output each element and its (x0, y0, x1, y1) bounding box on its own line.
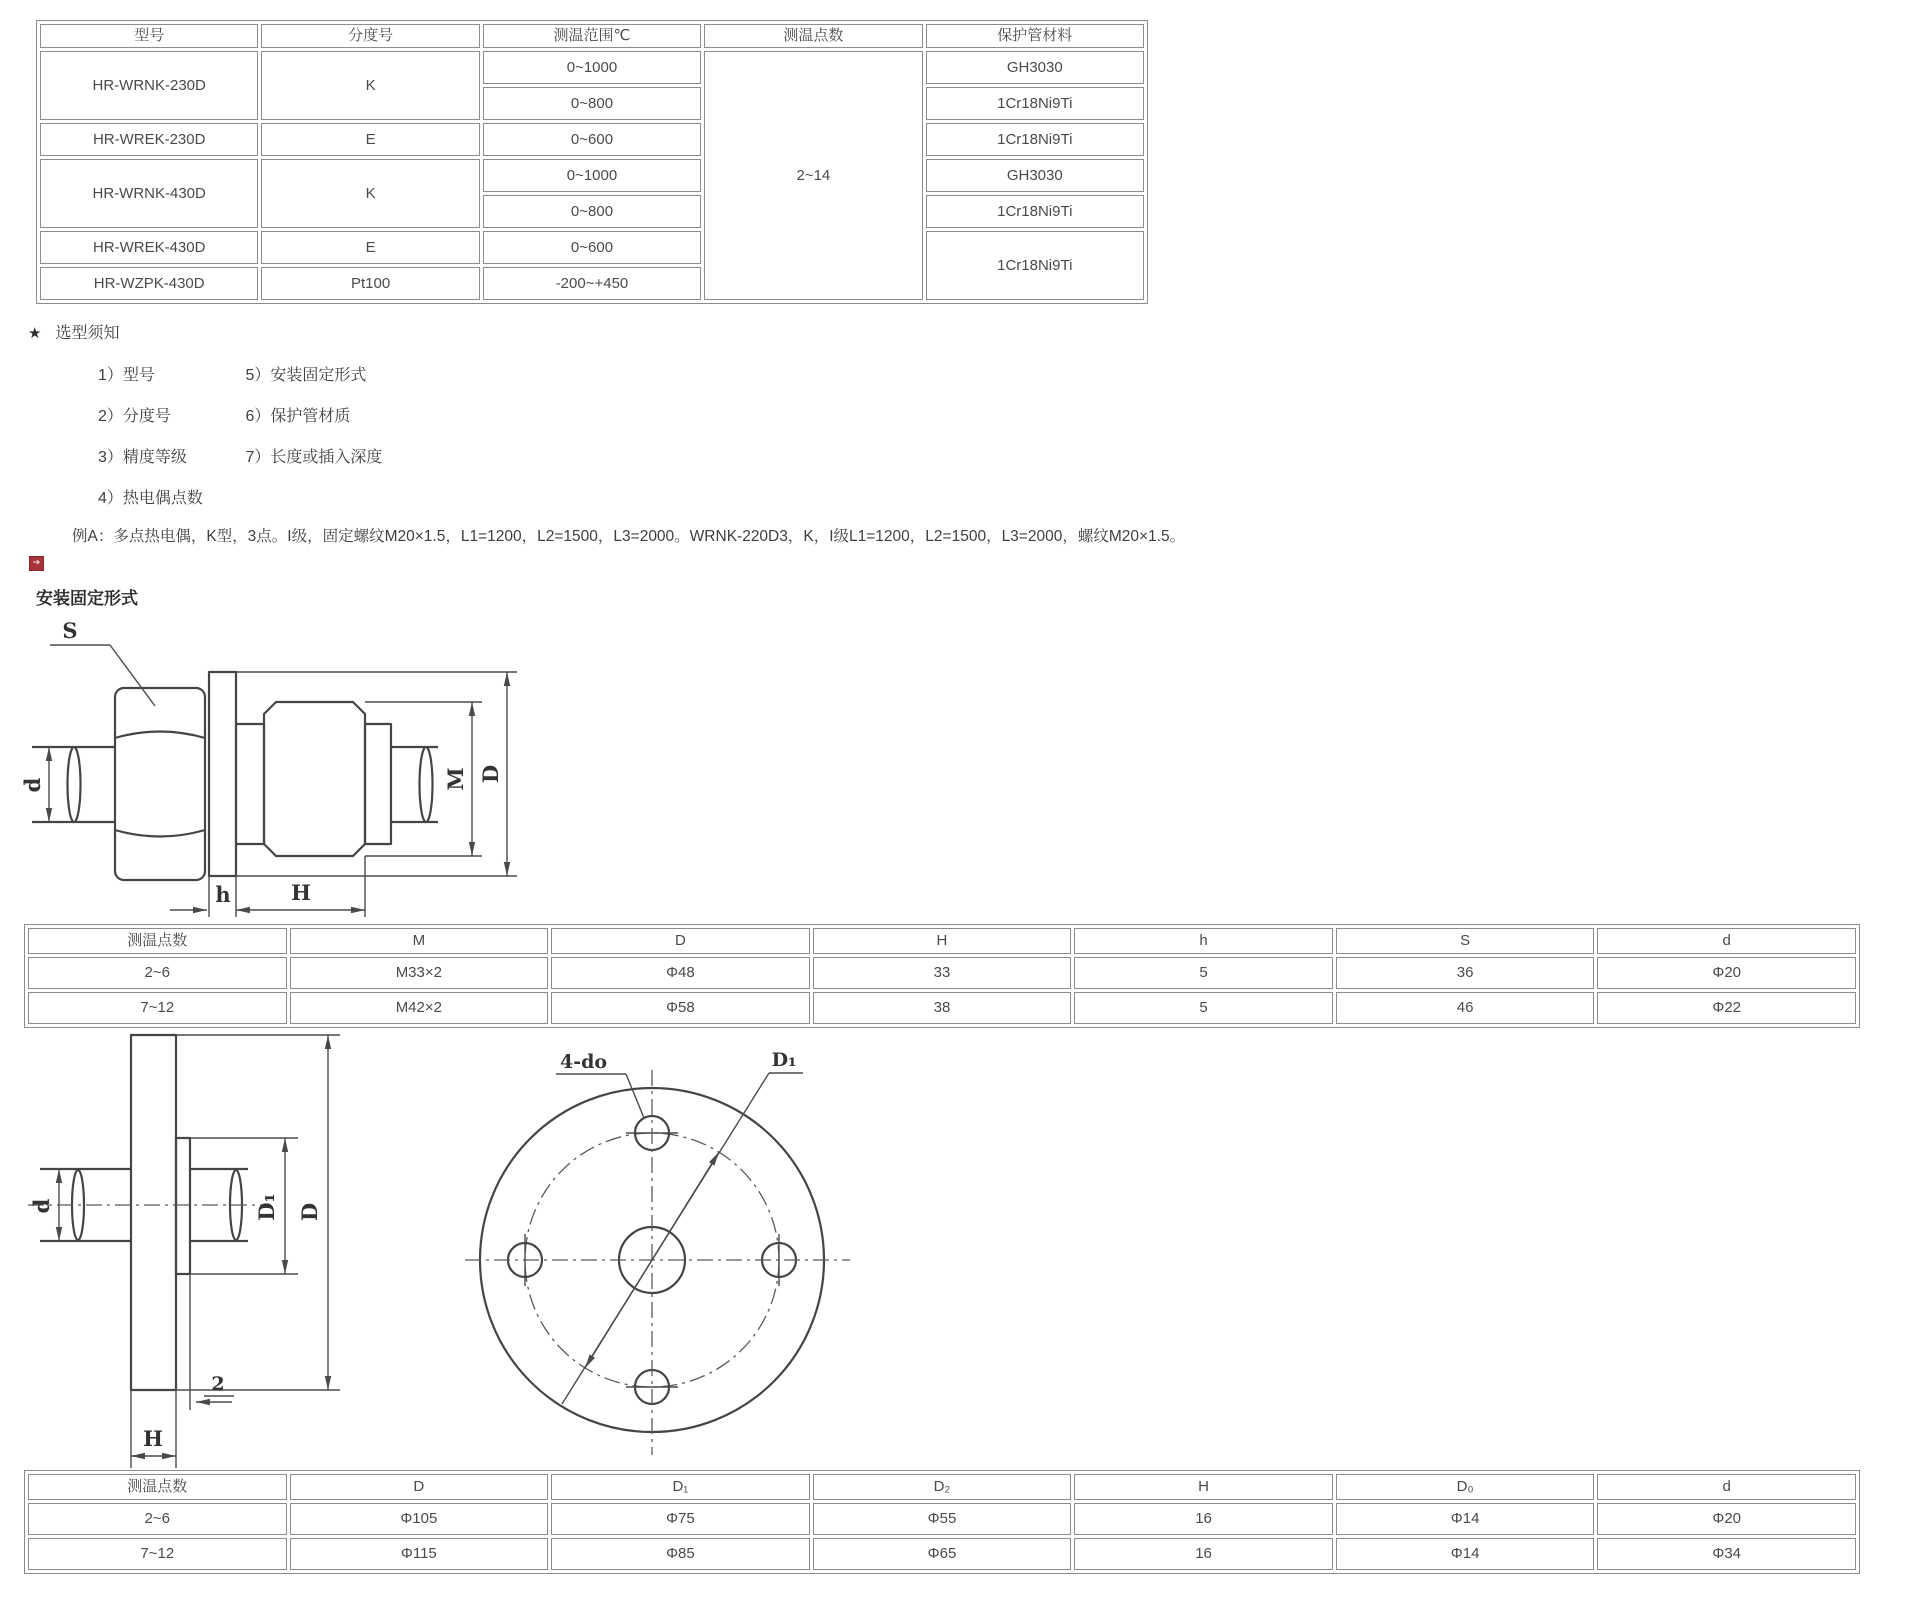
cell-points: 2~14 (704, 51, 922, 300)
leader-line (110, 645, 155, 706)
note-item-4: 4）热电偶点数 (98, 490, 203, 507)
dim-label-m: M (443, 767, 468, 791)
th-d0: D₀ (1336, 1474, 1595, 1500)
note-item-2: 2）分度号 (98, 408, 171, 425)
dim-label-big-d: D (297, 1202, 322, 1222)
thread-body (236, 702, 391, 856)
cell: Φ14 (1336, 1503, 1595, 1535)
spec-table (36, 20, 1148, 304)
dim-d1 (190, 1138, 298, 1274)
dim-label-two: 2 (211, 1373, 225, 1395)
dim-label-s: S (62, 618, 78, 643)
dim-label-small-h: h (215, 882, 231, 907)
cell: Φ20 (1597, 1503, 1856, 1535)
spec-header-graduation: 分度号 (261, 24, 479, 48)
spec-header-model: 型号 (40, 24, 258, 48)
section-heading: 安装固定形式 (36, 589, 138, 608)
note-item-3: 3）精度等级 (98, 449, 187, 466)
table-row (28, 1503, 1856, 1535)
cell-range: 0~800 (483, 195, 701, 228)
flange-drawing (20, 1030, 870, 1470)
spec-header-points: 测温点数 (704, 24, 922, 48)
note-item-7: 7）长度或插入深度 (245, 449, 383, 466)
cell-graduation: E (261, 231, 479, 264)
thread-fitting-drawing (20, 614, 570, 924)
cell-range: 0~1000 (483, 51, 701, 84)
notes-list (98, 362, 382, 526)
example-text: 例A：多点热电偶，K型，3点。I级，固定螺纹M20×1.5，L1=1200，L2=1500，L3=2000。WRNK-220D3，K，I级L1=1200，L2=1500，L3=2000，螺纹M20×1.5。 (72, 528, 1186, 545)
flange-plate (131, 1035, 176, 1390)
cell: Φ14 (1336, 1538, 1595, 1570)
cell: 38 (813, 992, 1072, 1024)
cell: 7~12 (28, 992, 287, 1024)
cell: M42×2 (290, 992, 549, 1024)
holes-label: 4-do (560, 1051, 608, 1073)
cell: Φ85 (551, 1538, 810, 1570)
dim-d1-front (562, 1073, 803, 1404)
cell: M33×2 (290, 957, 549, 989)
cell: Φ105 (290, 1503, 549, 1535)
cell: 36 (1336, 957, 1595, 989)
cell-range: 0~1000 (483, 159, 701, 192)
note-item-1: 1）型号 (98, 367, 155, 384)
th-points: 测温点数 (28, 1474, 287, 1500)
cell: Φ20 (1597, 957, 1856, 989)
table-row (40, 123, 1144, 156)
flange-front-view (465, 1049, 850, 1455)
cell: 46 (1336, 992, 1595, 1024)
table-row (28, 957, 1856, 989)
th-m: M (290, 928, 549, 954)
cell-material: GH3030 (926, 51, 1144, 84)
cell: 16 (1074, 1538, 1333, 1570)
cell-graduation: E (261, 123, 479, 156)
spec-header-material: 保护管材料 (926, 24, 1144, 48)
cell-range: 0~800 (483, 87, 701, 120)
th-h: h (1074, 928, 1333, 954)
cell: Φ65 (813, 1538, 1072, 1570)
cell-range: 0~600 (483, 231, 701, 264)
spec-header-range: 测温范围℃ (483, 24, 701, 48)
cell-range: 0~600 (483, 123, 701, 156)
cell: Φ75 (551, 1503, 810, 1535)
th-d-cap: D (290, 1474, 549, 1500)
list-item (98, 485, 382, 526)
th-d: d (1597, 1474, 1856, 1500)
flange-dim-table (24, 1470, 1860, 1574)
cell-model: HR-WRNK-230D (40, 51, 258, 120)
star-icon: ★ (28, 325, 42, 342)
hex-nut (115, 688, 205, 880)
th-h-cap: H (1074, 1474, 1333, 1500)
cell: 2~6 (28, 1503, 287, 1535)
dim-label-big-h: H (143, 1426, 163, 1451)
dim-label-big-d: D (478, 764, 503, 784)
cell-material-merged: 1Cr18Ni9Ti (926, 231, 1144, 300)
th-points: 测温点数 (28, 928, 287, 954)
th-d1: D₁ (551, 1474, 810, 1500)
dim-label-d: d (29, 1198, 54, 1214)
cell-model: HR-WREK-230D (40, 123, 258, 156)
table-row (40, 51, 1144, 84)
pipe-right (391, 747, 438, 822)
table-row (40, 159, 1144, 192)
th-d2: D₂ (813, 1474, 1072, 1500)
thread-dim-table (24, 924, 1860, 1028)
cell-model: HR-WZPK-430D (40, 267, 258, 300)
th-s: S (1336, 928, 1595, 954)
spec-header-row (40, 24, 1144, 48)
dim-label-d: d (20, 777, 45, 793)
dim-label-big-h: H (291, 880, 311, 905)
th-d: d (1597, 928, 1856, 954)
cell: 5 (1074, 992, 1333, 1024)
cell-graduation: K (261, 159, 479, 228)
cell: Φ115 (290, 1538, 549, 1570)
cell-model: HR-WREK-430D (40, 231, 258, 264)
table-header-row (28, 1474, 1856, 1500)
cell: 7~12 (28, 1538, 287, 1570)
table-row (28, 992, 1856, 1024)
note-item-6: 6）保护管材质 (245, 408, 351, 425)
red-arrow-icon: ➔ (29, 556, 44, 571)
cell: 2~6 (28, 957, 287, 989)
cell: Φ58 (551, 992, 810, 1024)
cell-material: 1Cr18Ni9Ti (926, 195, 1144, 228)
cell-material: 1Cr18Ni9Ti (926, 87, 1144, 120)
cell-graduation: K (261, 51, 479, 120)
cell-range: -200~+450 (483, 267, 701, 300)
cell: Φ48 (551, 957, 810, 989)
cell-graduation: Pt100 (261, 267, 479, 300)
dim-h-group (170, 856, 365, 917)
notes-title-line (28, 320, 119, 343)
cell: Φ55 (813, 1503, 1072, 1535)
cell: 33 (813, 957, 1072, 989)
cell: 5 (1074, 957, 1333, 989)
cell: Φ34 (1597, 1538, 1856, 1570)
note-item-5: 5）安装固定形式 (245, 367, 367, 384)
flange-plate (209, 672, 236, 876)
raised-face (176, 1138, 190, 1274)
cell: Φ22 (1597, 992, 1856, 1024)
list-item (98, 444, 382, 485)
cell-model: HR-WRNK-430D (40, 159, 258, 228)
dim-label-d1-front: D₁ (771, 1049, 797, 1071)
cell-material: GH3030 (926, 159, 1144, 192)
list-item (98, 362, 382, 403)
th-h-cap: H (813, 928, 1072, 954)
cell: 16 (1074, 1503, 1333, 1535)
table-row (40, 231, 1144, 264)
flange-side-view (28, 1035, 340, 1468)
list-item (98, 403, 382, 444)
table-header-row (28, 928, 1856, 954)
notes-title: 选型须知 (55, 325, 120, 342)
cell-material: 1Cr18Ni9Ti (926, 123, 1144, 156)
dim-label-d1-side: D₁ (254, 1193, 279, 1221)
th-d-cap: D (551, 928, 810, 954)
table-row (28, 1538, 1856, 1570)
